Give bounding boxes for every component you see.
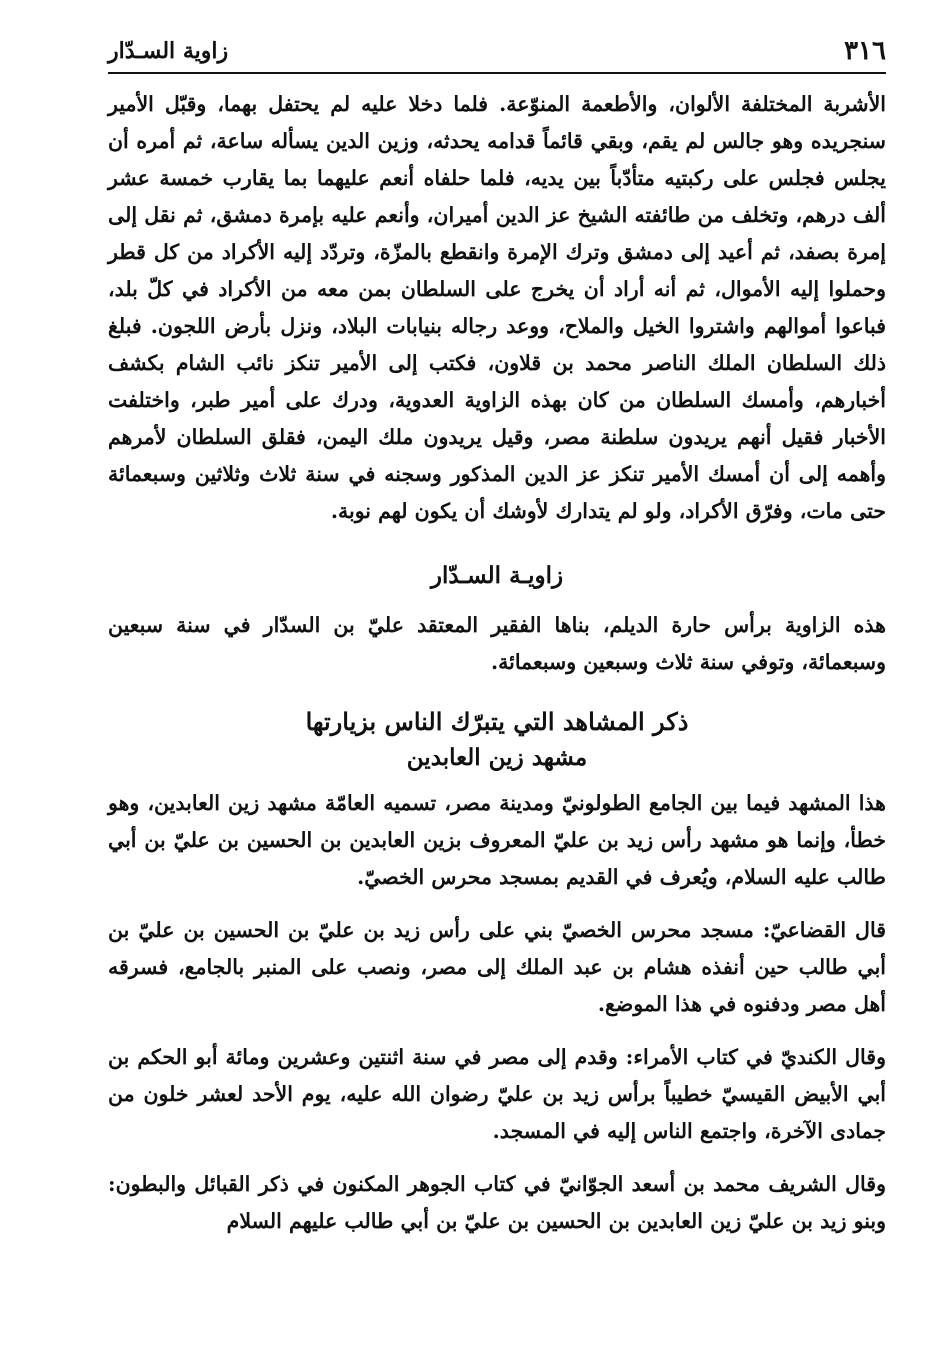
paragraph-qudai-quote: قال القضاعيّ: مسجد محرس الخصيّ بني على رأس زيد بن عليّ بن الحسين بن عليّ بن أبي طالب حين أنفذه هشام بن عبد الملك إلى مصر، ونصب على المنبر بالجامع، فسرقه أهل مصر ودفنوه في هذا الموضع. [108,918,886,1016]
chapter-heading-mashahid: ذكر المشاهد التي يتبرّك الناس بزيارتها [305,707,689,736]
page-body [108,86,886,1240]
running-title: زاوية السـدّار [108,38,229,64]
paragraph-jawwani-quote: وقال الشريف محمد بن أسعد الجوّانيّ في كتاب الجوهر المكنون في ذكر القبائل والبطون: وبنو زيد بن عليّ زين العابدين بن الحسين بن عليّ بن أبي طالب عليهم السلام [108,1172,886,1233]
section-heading-zain-abidin: مشهد زين العابدين [406,744,588,771]
running-header [108,30,886,74]
paragraph-mashhad-location: هذا المشهد فيما بين الجامع الطولونيّ ومدينة مصر، تسميه العامّة مشهد زين العابدين، وهو خطأ، وإنما هو مشهد رأس زيد بن عليّ المعروف بزين العابدين بن الحسين بن عليّ بن أبي طالب عليه السلام، ويُعرف في القديم بمسجد محرس الخصيّ. [108,791,886,889]
page-number: ٣١٦ [844,36,886,66]
paragraph-kindi-quote: وقال الكنديّ في كتاب الأمراء: وقدم إلى مصر في سنة اثنتين وعشرين ومائة أبو الحكم بن أبي الأبيض القيسيّ خطيباً برأس زيد بن عليّ رضوان الله عليه، يوم الأحد لعشر خلون من جمادى الآخرة، واجتمع الناس إليه في المسجد. [108,1045,886,1143]
paragraph-kurds-account: الأشربة المختلفة الألوان، والأطعمة المنوّعة. فلما دخلا عليه لم يحتفل بهما، وقبّل الأمير سنجريده وهو جالس لم يقم، وبقي قائماً قدامه يحدثه، وزين الدين يسأله ساعة، ثم أمره أن يجلس فجلس على ركبتيه متأدّباً بين يديه، فلما حلفاه أنعم عليهما بما يقارب خمسة عشر ألف درهم، وتخلف من طائفته الشيخ عز الدين أميران، وأنعم عليه بإمرة دمشق، ثم نقل إلى إمرة بصفد، ثم أعيد إلى دمشق وترك الإمرة وانقطع بالمزّة، وتردّد إليه الأكراد من كل قطر وحملوا إليه الأموال، ثم أنه أراد أن يخرج على السلطان بمن معه من الأكراد في كلّ بلد، فباعوا أموالهم واشتروا الخيل والملاح، ووعد رجاله بنيابات البلاد، ونزل بأرض اللجون. فبلغ ذلك السلطان الملك الناصر محمد بن قلاون، فكتب إلى الأمير تنكز نائب الشام بكشف أخبارهم، وأمسك السلطان من كان بهذه الزاوية العدوية، ودرك على أمير طبر، واختلفت الأخبار فقيل أنهم يريدون سلطنة مصر، وقيل يريدون ملك اليمن، فقلق السلطان لأمرهم وأهمه إلى أن أمسك الأمير تنكز عز الدين المذكور وسجنه في سنة ثلاث وثلاثين وسبعمائة حتى مات، وفرّق الأكراد، ولو لم يتدارك لأوشك أن يكون لهم نوبة. [108,92,886,523]
paragraph-zawiya-saddar: هذه الزاوية برأس حارة الديلم، بناها الفقير المعتقد عليّ بن السدّار في سنة سبعين وسبعمائة، وتوفي سنة ثلاث وسبعين وسبعمائة. [108,613,886,674]
section-heading-zawiya-saddar: زاويـة السـدّار [430,562,564,589]
